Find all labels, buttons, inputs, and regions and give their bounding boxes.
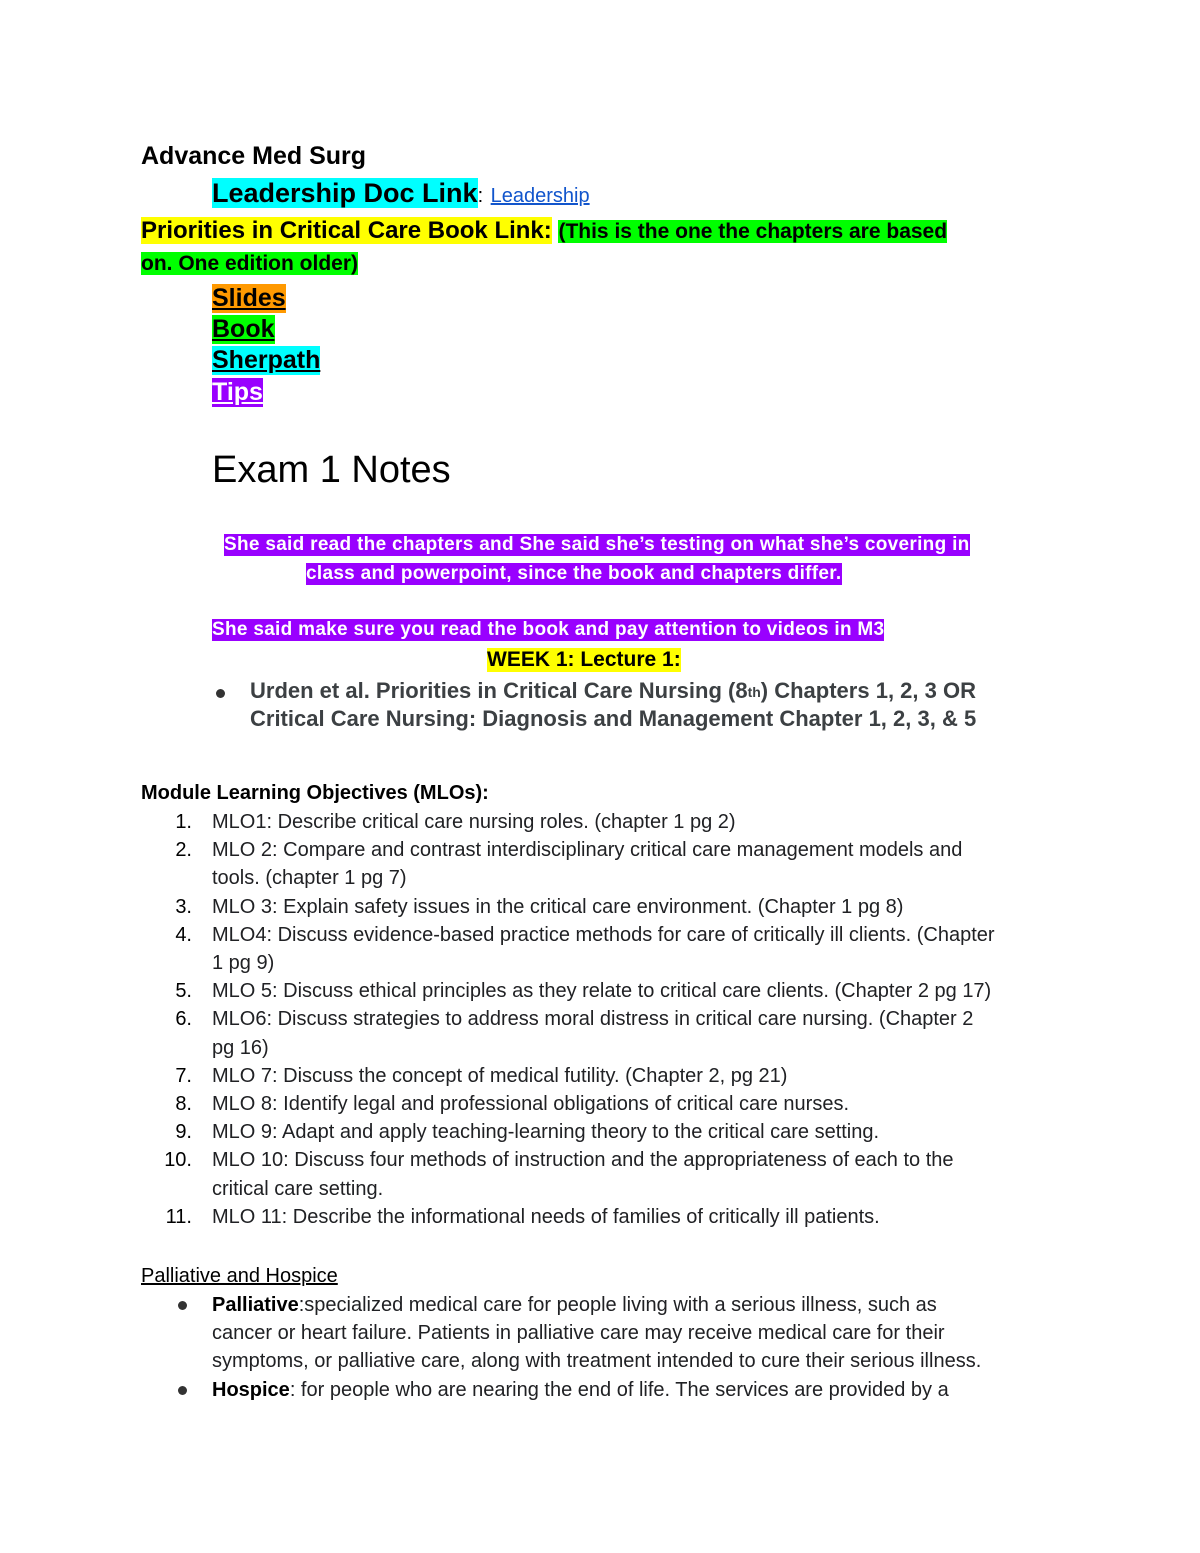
mlo-number: 9. xyxy=(175,1121,192,1144)
leadership-doc-label: Leadership Doc Link xyxy=(212,178,478,208)
mlo-heading: Module Learning Objectives (MLOs): xyxy=(141,782,489,804)
mlo-number: 5. xyxy=(175,980,192,1003)
slides-link[interactable]: Slides xyxy=(212,284,286,312)
mlo-item-text: MLO 3: Explain safety issues in the critical care environment. (Chapter 1 pg 8) xyxy=(212,895,904,918)
mlo-number: 4. xyxy=(175,923,192,946)
palliative-text1: :specialized medical care for people living with a serious illness, such as xyxy=(298,1294,937,1316)
urden-line1-a: Urden et al. Priorities in Critical Care Nursing (8 xyxy=(250,678,748,703)
urden-line2: Critical Care Nursing: Diagnosis and Management Chapter 1, 2, 3, & 5 xyxy=(250,706,977,731)
document-title: Advance Med Surg xyxy=(141,142,367,170)
mlo-item-text: MLO 5: Discuss ethical principles as they relate to critical care clients. (Chapter 2 pg 17) xyxy=(212,980,992,1003)
priorities-note-line2-wrap xyxy=(141,252,358,276)
mlo-item-text: MLO6: Discuss strategies to address moral distress in critical care nursing. (Chapter 2 xyxy=(212,1008,974,1031)
purple-note-line1: She said read the chapters and She said she’s testing on what she’s covering in xyxy=(224,534,970,555)
purple-note-line2: class and powerpoint, since the book and chapters differ. xyxy=(306,563,842,584)
purple-note-line3: She said make sure you read the book and pay attention to videos in M3 xyxy=(212,619,885,640)
palliative-term: Palliative xyxy=(212,1294,299,1316)
leadership-separator: : xyxy=(477,185,484,207)
mlo-item-text: MLO 10: Discuss four methods of instruction and the appropriateness of each to the xyxy=(212,1149,954,1172)
priorities-note-line2: on. One edition older) xyxy=(141,252,358,275)
mlo-item-text: MLO1: Describe critical care nursing roles. (chapter 1 pg 2) xyxy=(212,811,736,833)
mlo-number: 3. xyxy=(175,895,192,918)
mlo-number: 10. xyxy=(164,1149,192,1172)
palliative-line2: cancer or heart failure. Patients in palliative care may receive medical care for their xyxy=(212,1322,945,1344)
mlo-number: 6. xyxy=(175,1008,192,1031)
mlo-item-text: MLO 7: Discuss the concept of medical futility. (Chapter 2, pg 21) xyxy=(212,1064,788,1087)
week-heading: WEEK 1: Lecture 1: xyxy=(487,648,681,671)
mlo-number: 2. xyxy=(175,839,192,862)
mlo-number: 11. xyxy=(165,1205,192,1228)
mlo-number: 8. xyxy=(175,1093,192,1115)
urden-line1-sup: th xyxy=(747,684,761,700)
urden-line1 xyxy=(250,678,976,704)
hospice-term: Hospice xyxy=(212,1379,290,1401)
hospice-line1 xyxy=(212,1379,949,1402)
mlo-item-text: MLO 2: Compare and contrast interdisciplinary critical care management models and xyxy=(212,839,963,862)
mlo-item-text: pg 16) xyxy=(212,1036,269,1059)
mlo-item-text: MLO 11: Describe the informational needs of families of critically ill patients. xyxy=(212,1205,880,1228)
bullet-dot xyxy=(178,1301,187,1310)
priorities-separator: : xyxy=(543,217,552,244)
bullet-dot xyxy=(216,689,225,698)
exam-heading: Exam 1 Notes xyxy=(212,449,451,491)
leadership-doc-line xyxy=(212,178,590,209)
mlo-item-text: 1 pg 9) xyxy=(212,952,275,974)
mlo-number: 7. xyxy=(175,1064,192,1087)
book-link[interactable]: Book xyxy=(212,315,275,343)
mlo-item-text: MLO 8: Identify legal and professional obligations of critical care nurses. xyxy=(212,1093,850,1115)
mlo-item-text: MLO 9: Adapt and apply teaching-learning theory to the critical care setting. xyxy=(212,1121,880,1144)
sherpath-link[interactable]: Sherpath xyxy=(212,346,321,374)
mlo-item-text: MLO4: Discuss evidence-based practice methods for care of critically ill clients. (Chapter xyxy=(212,923,995,946)
leadership-link[interactable]: Leadership xyxy=(490,185,590,207)
mlo-number: 1. xyxy=(175,811,192,833)
mlo-item-text: tools. (chapter 1 pg 7) xyxy=(212,867,407,890)
urden-line1-b: ) Chapters 1, 2, 3 OR xyxy=(760,678,976,703)
mlo-item-text: critical care setting. xyxy=(212,1177,384,1200)
tips-link[interactable]: Tips xyxy=(212,378,263,406)
palliative-hospice-heading: Palliative and Hospice xyxy=(141,1265,338,1287)
priorities-note-line1: (This is the one the chapters are based xyxy=(558,220,948,243)
priorities-book-line xyxy=(141,217,947,245)
hospice-text1: : for people who are nearing the end of life. The services are provided by a xyxy=(289,1379,949,1401)
priorities-book-label: Priorities in Critical Care Book Link xyxy=(141,217,544,244)
bullet-dot xyxy=(178,1386,187,1395)
palliative-line1 xyxy=(212,1294,937,1317)
palliative-line3: symptoms, or palliative care, along with treatment intended to cure their serious illness. xyxy=(212,1350,982,1372)
